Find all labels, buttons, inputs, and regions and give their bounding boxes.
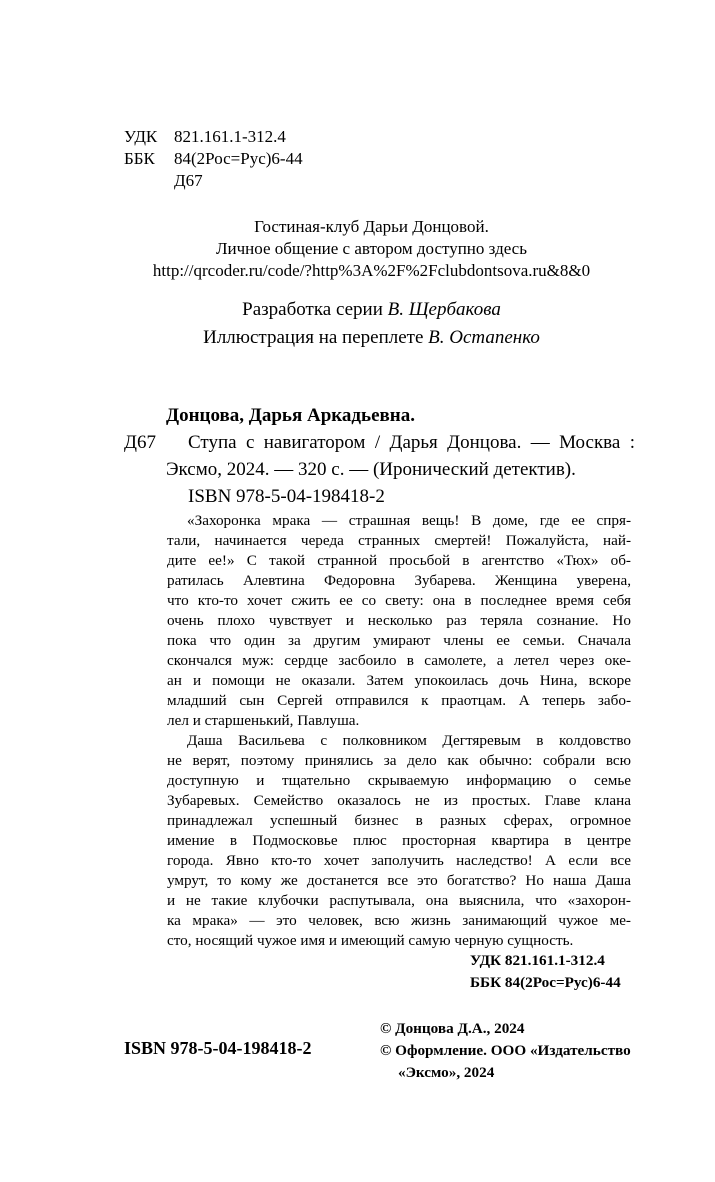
annotation-line: доступную и тщательно скрываемую информацию о семье xyxy=(167,772,631,789)
illustration-credit xyxy=(0,328,715,347)
bib-isbn: ISBN 978-5-04-198418-2 xyxy=(188,486,385,507)
annotation-line: ка мрака» — это человек, всю жизнь занимающий чужое ме- xyxy=(167,912,631,929)
bib-mark: Д67 xyxy=(124,432,156,453)
series-label: Разработка серии xyxy=(242,299,383,320)
copyright-publisher: «Эксмо», 2024 xyxy=(398,1064,495,1081)
author-heading: Донцова, Дарья Аркадьевна. xyxy=(166,405,415,426)
author-mark: Д67 xyxy=(174,171,203,190)
annotation-line: тали, начинается череда странных смертей! Пожалуйста, най- xyxy=(167,532,631,549)
annotation-line: пока что один за другим умирают члены ее семьи. Сначала xyxy=(167,632,631,649)
annotation-line: «Захоронка мрака — страшная вещь! В доме, где ее спря- xyxy=(187,512,631,529)
illustration-label: Иллюстрация на переплете xyxy=(203,327,424,348)
annotation-line: скончался муж: сердце засбоило в самолете, а летел через оке- xyxy=(167,652,631,669)
annotation-line: ратилась Алевтина Федоровна Зубарева. Женщина уверена, xyxy=(167,572,631,589)
annotation-line: умрут, то кому же достанется все это богатство? Но наша Даша xyxy=(167,872,631,889)
bbk-value: 84(2Рос=Рус)6-44 xyxy=(174,149,303,168)
annotation-line: и не такие клубочки распутывала, она выяснила, что «захорон- xyxy=(167,892,631,909)
copyright-author: © Донцова Д.А., 2024 xyxy=(380,1020,525,1037)
annotation-line: дите ее!» С такой странной просьбой в агентство «Тюх» об- xyxy=(167,552,631,569)
annotation-line: ан и помощи не оказали. Затем упокоилась дочь Нина, вскоре xyxy=(167,672,631,689)
annotation-line: города. Явно кто-то хочет заполучить наследство! А если все xyxy=(167,852,631,869)
annotation-line: лел и старшенький, Павлуша. xyxy=(167,712,360,729)
copyright-design: © Оформление. ООО «Издательство xyxy=(380,1042,631,1059)
annotation-line: Зубаревых. Семейство оказалось не из простых. Главе клана xyxy=(167,792,631,809)
club-url: http://qrcoder.ru/code/?http%3A%2F%2Fclubdontsova.ru&8&0 xyxy=(152,261,591,280)
annotation-line: Даша Васильева с полковником Дегтяревым в колдовство xyxy=(187,732,631,749)
club-title: Гостиная-клуб Дарьи Донцовой. xyxy=(254,217,489,236)
annotation-line: имение в Подмосковье плюс просторная квартира в центре xyxy=(167,832,631,849)
annotation-line: очень плохо чувствует и несколько раз теряла сознание. Но xyxy=(167,612,631,629)
annotation-line: что кто-то хочет сжить ее со свету: она в последнее время себя xyxy=(167,592,631,609)
bbk-label: ББК xyxy=(124,149,155,168)
bottom-udk: УДК 821.161.1-312.4 xyxy=(470,952,605,969)
series-name: В. Щербакова xyxy=(387,299,501,320)
annotation-line: принадлежал успешный бизнес в разных сферах, огромное xyxy=(167,812,631,829)
series-credit xyxy=(0,300,715,319)
bottom-bbk: ББК 84(2Рос=Рус)6-44 xyxy=(470,974,621,991)
udk-label: УДК xyxy=(124,127,158,146)
bib-title-line: Ступа с навигатором / Дарья Донцова. — Москва : xyxy=(188,432,635,453)
annotation-line: сто, носящий чужое имя и имеющий самую черную сущность. xyxy=(167,932,574,949)
bib-publisher-line: Эксмо, 2024. — 320 с. — (Иронический детектив). xyxy=(166,459,576,480)
club-note: Личное общение с автором доступно здесь xyxy=(216,239,527,258)
isbn-bottom: ISBN 978-5-04-198418-2 xyxy=(124,1038,312,1058)
annotation-line: не верят, поэтому принялись за дело как обычно: собрали всю xyxy=(167,752,631,769)
illustration-name: В. Остапенко xyxy=(428,327,540,348)
annotation-line: младший сын Сергей отправился к праотцам. А теперь забо- xyxy=(167,692,631,709)
udk-value: 821.161.1-312.4 xyxy=(174,127,286,146)
